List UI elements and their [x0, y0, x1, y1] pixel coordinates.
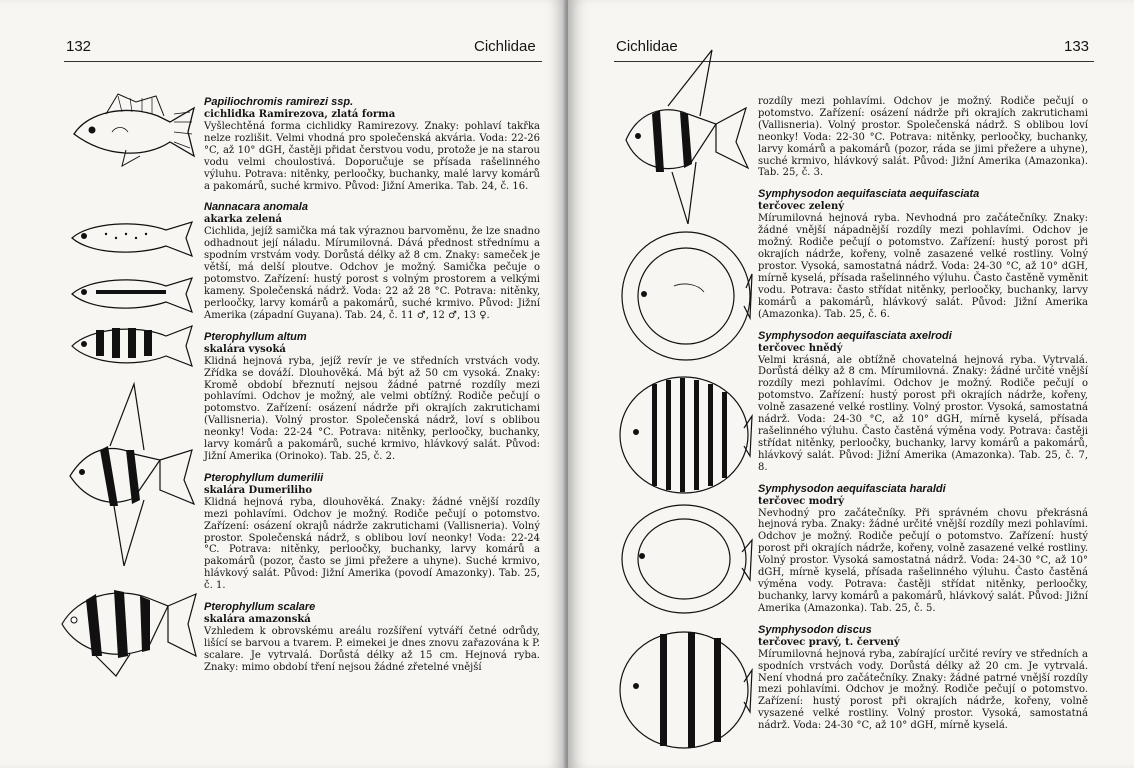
pterophyllum-altum-illustration [60, 380, 200, 566]
species-scientific-name: Symphysodon aequifasciata haraldi [758, 482, 946, 495]
species-entry [204, 331, 540, 463]
species-common-name: terčovec modrý [758, 495, 845, 507]
right-text-column [758, 96, 1088, 760]
species-entry [758, 188, 1088, 320]
species-entry [758, 624, 1088, 732]
species-description: Cichlida, jejíž samička má tak výraznou barvoměnu, že lze snadno odhadnout její náladu. Mírumilovná. Dává přednost střednímu a spodním vrstvám vody. Dorůstá délky až 8 cm. Znaky: sameček je větší, má delší ploutve. Odchov je možný. Samička pečuje o potomstvo. Zařízení: hustý porost s volným prostorem a velkými kameny. Společenská nádrž. Voda: 22 až 28 °C. Potrava: nitěnky, perloočky, larvy komárů a pakomárů, suché krmivo. Původ: Jižní Amerika (západní Guyana). Tab. 24, č. 11 ♂, 12 ♂, 13 ♀. [204, 226, 540, 321]
species-description: Velmi krásná, ale obtížně chovatelná hejnová ryba. Vytrvalá. Dorůstá délky až 8 cm. Mírumilovná. Znaky: žádné určité vnější rozdíly mezi pohlavími. Odchov je možný. Rodiče pečují o potomstvo. Zařízení: hustý porost při okrajích nádrže, kořeny, volně zasazené velké rostliny. Volný prostor. Vysoká, samostatná nádrž. Voda: 24-30 °C, až 10° dGH, mírně kyselá, přísada rašelinného výluhu. Často častěná výměna vody. Potrava: častěji střídat nitěnky, perloočky, buchanky, larvy komárů a pakomárů, hlávkový salát. Původ: Jižní Amerika (Amazonka). Tab. 25, č. 7, 8. [758, 354, 1088, 473]
species-common-name: skalára vysoká [204, 343, 286, 355]
species-description: Klidná hejnová ryba, jejíž revír je ve středních vrstvách vody. Zřídka se dováží. Dlouhověká. Má být až 50 cm vysoká. Znaky: Kromě období březnutí nejsou žádné patrné rozdíly mezi pohlavími. Odchov je možný, ale velmi obtížný. Rodiče pečují o potomstvo. Zařízení: osázení nádrže při okrajích zakrutichami (Vallisneria). Volný prostor. Společenská nádrž, loví s oblibou neonky! Voda: 22-24 °C. Potrava: nitěnky, perloočky, buchanky, larvy komárů a pakomárů, suché krmivo, hlávkový salát. Původ: Jižní Amerika (Orinoko). Tab. 25, č. 2. [204, 355, 540, 462]
species-scientific-name: Pterophyllum scalare [204, 601, 316, 614]
species-scientific-name: Pterophyllum altum [204, 330, 307, 343]
page-number: 132 [66, 38, 92, 55]
ramirezi-fish-illustration [66, 92, 198, 172]
species-description: Vzhledem k obrovskému areálu rozšíření vytváří četné odrůdy, lišící se barvou a tvarem. P. eimekei je dnes znovu zařazována k P. scalare. Je vytrvalá. Dorůstá délky až 15 cm. Hejnová ryba. Znaky: mimo období tření nejsou žádné zřetelné vnější [204, 626, 540, 673]
species-common-name: terčovec pravý, t. červený [758, 636, 900, 648]
species-description: Mírumilovná hejnová ryba, zabírající určité revíry ve středních a spodních vrstvách vody. Dorůstá délky až 20 cm. Je vytrvalá. Není vhodná pro začátečníky. Znaky: žádné patrné vnější rozdíly mezi pohlavími. Odchov je možný. Rodiče pečují o potomstvo. Zařízení: hustý porost při okrajích nádrže, kořeny, volně vysazené velké rostliny. Volný prostor. Vysoká, samostatná nádrž. Voda: 24-30 °C, až 10° dGH, mírně kyselá. [758, 648, 1088, 732]
species-entry [204, 472, 540, 592]
continued-text [758, 96, 1088, 179]
species-entry [204, 96, 540, 192]
species-scientific-name: Nannacara anomala [204, 201, 308, 214]
species-scientific-name: Symphysodon aequifasciata axelrodi [758, 329, 952, 342]
continued-description: rozdíly mezi pohlavími. Odchov je možný. Rodiče pečují o potomstvo. Zařízení: osázení nádrže při okrajích zakrutichami (Vallisneria). Volný prostor. Společenská nádrž. S oblibou loví neonky! Voda: 22-30 °C. Potrava: nitěnky, perloočky, buchanky, larvy komárů a pakomárů (pozor, ráda se jimi přežere a uhyne), suché krmivo, hlávkový salát. Původ: Jižní Amerika (Amazonka). Tab. 25, č. 3. [758, 96, 1088, 179]
discus-green-illustration [614, 226, 754, 368]
species-entry [204, 201, 540, 321]
left-page [0, 0, 566, 768]
scalare-angelfish-illustration [612, 48, 752, 224]
running-title: Cichlidae [474, 38, 536, 55]
species-scientific-name: Papiliochromis ramirezi ssp. [204, 96, 354, 108]
species-description: Mírumilovná hejnová ryba. Nevhodná pro začátečníky. Znaky: žádné vnější nápadnější rozdíly mezi pohlavími. Odchov je možný. Rodiče pečují o potomstvo. Zařízení: hustý porost při okrajích nádrže, kořeny, volně zasazené velké rostliny. Volný prostor. Vysoká, samostatná nádrž. Voda: 24-30 °C, až 10° dGH, mírně kyselá, přísada rašelinného výluhu. Často častěně vyměnit vodu. Potrava: často střídat nitěnky, perloočky, buchanky, larvy komárů a pakomárů, hlávkový salát. Původ: Jižní Amerika (Amazonka). Tab. 25, č. 6. [758, 213, 1088, 320]
pterophyllum-dumerilii-illustration [56, 572, 200, 678]
left-text-column [204, 96, 540, 756]
species-entry [204, 601, 540, 674]
discus-brown-illustration [614, 372, 754, 498]
species-common-name: terčovec zelený [758, 201, 845, 213]
discus-blue-illustration [614, 500, 754, 618]
species-entry [758, 330, 1088, 474]
species-common-name: skalára amazonská [204, 614, 311, 626]
nannacara-fish-illustrations [66, 216, 198, 372]
species-description: Klidná hejnová ryba, dlouhověká. Znaky: žádné vnější rozdíly mezi pohlavími. Odchov je možný. Rodiče pečují o potomstvo. Zařízení: osázení okrajů nádrže zakrutichami (Vallisneria). Volný prostor. Společenská nádrž, s oblibou loví neonky! Voda: 22-24 °C. Potrava: nitěnky, perloočky, buchanky, larvy komárů a pakomárů (pozor, často se jimi přežere a uhyne). Suché krmivo, hlávkový salát. Původ: Jižní Amerika (povodí Amazonky). Tab. 25, č. 1. [204, 496, 540, 592]
species-common-name: terčovec hnědý [758, 342, 843, 354]
header-rule [64, 61, 542, 62]
discus-red-illustration [614, 624, 754, 756]
species-entry [758, 483, 1088, 615]
species-scientific-name: Symphysodon aequifasciata aequifasciata [758, 188, 980, 201]
species-scientific-name: Pterophyllum dumerilii [204, 471, 324, 484]
species-scientific-name: Symphysodon discus [758, 623, 872, 636]
right-page [568, 0, 1134, 768]
species-description: Vyšlechtěná forma cichlidky Ramirezovy. Znaky: pohlaví takřka nelze rozlišit. Velmi vhodná pro společenská akvária. Voda: 22-26 °C, až 10° dGH, častěji přidat čerstvou vodu, protože je na starou vodu velmi choulostivá. Doporučuje se přísada rašelinného výluhu. Potrava: nitěnky, perloočky, buchanky, malé larvy komárů a pakomárů, suché krmivo. Původ: Jižní Amerika. Tab. 24, č. 16. [204, 121, 540, 192]
page-number: 133 [1064, 38, 1090, 55]
species-common-name: cichlidka Ramirezova, zlatá forma [204, 109, 396, 120]
running-title: Cichlidae [616, 38, 678, 55]
species-common-name: skalára Dumeriliho [204, 484, 313, 496]
species-common-name: akarka zelená [204, 214, 282, 226]
species-description: Nevhodný pro začátečníky. Při správném chovu překrásná hejnová ryba. Znaky: žádné určité vnější rozdíly mezi pohlavími. Odchov je možný. Rodiče pečují o potomstvo. Zařízení: hustý porost při okrajích nádrže, kořeny, volně zasazené velké rostliny. Volný prostor. Vysoká samostatná nádrž. Voda: 24-30 °C, až 10° dGH, mírně kyselá, přísada rašelinného výluhu. Často častěná výměna vody. Potrava: častěji střídat nitěnky, perloočky, buchanky, larvy komárů a pakomárů, hlávkový salát. Původ: Jižní Amerika (Amazonka). Tab. 25, č. 5. [758, 507, 1088, 614]
